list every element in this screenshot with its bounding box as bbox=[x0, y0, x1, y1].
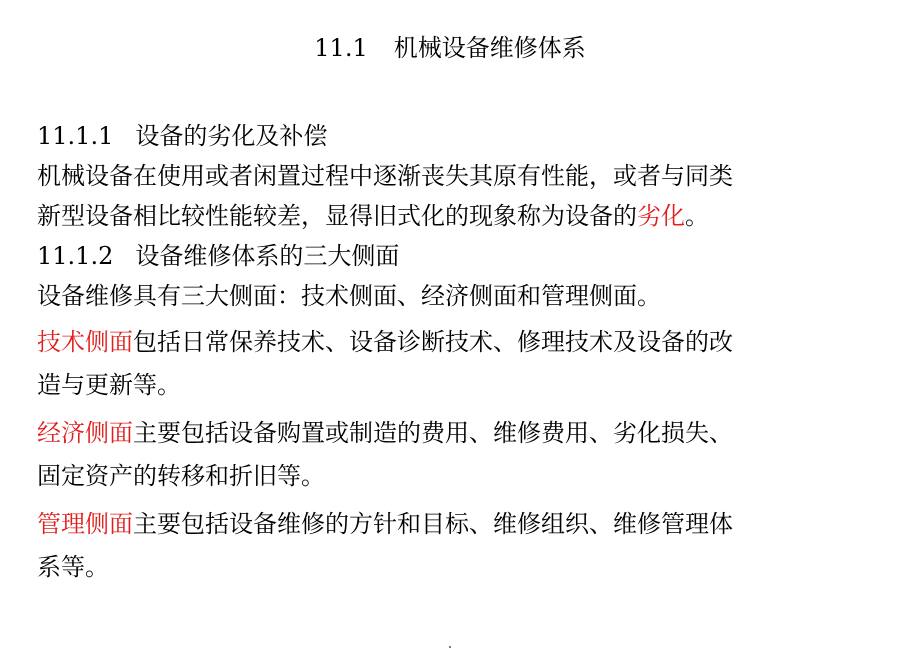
aspect-term-economic: 经济侧面 bbox=[37, 419, 133, 447]
section-heading-1 bbox=[37, 116, 857, 156]
aspects-intro-text: 设备维修具有三大侧面：技术侧面、经济侧面和管理侧面。 bbox=[37, 282, 661, 310]
section-heading-2 bbox=[37, 236, 857, 276]
aspect-text-management-1: 主要包括设备维修的方针和目标、维修组织、维修管理体 bbox=[133, 510, 733, 538]
aspect-paragraph-technical bbox=[37, 321, 857, 407]
aspect-text-technical-1: 包括日常保养技术、设备诊断技术、修理技术及设备的改 bbox=[133, 328, 733, 356]
aspect-term-management: 管理侧面 bbox=[37, 510, 133, 538]
slide-title-text: 机械设备维修体系 bbox=[393, 34, 586, 62]
deterioration-term: 劣化 bbox=[637, 202, 685, 230]
aspect-text-economic-2: 固定资产的转移和折旧等。 bbox=[37, 462, 325, 490]
definition-text-2-end: 。 bbox=[685, 202, 709, 230]
footer-dot bbox=[449, 646, 451, 648]
section-number-2: 11.1.2 bbox=[37, 242, 114, 270]
definition-text-2: 新型设备相比较性能较差，显得旧式化的现象称为设备的 bbox=[37, 202, 637, 230]
aspect-paragraph-management bbox=[37, 503, 857, 589]
aspect-paragraph-economic bbox=[37, 412, 857, 498]
slide-title-number: 11.1 bbox=[314, 34, 368, 62]
slide-title bbox=[0, 28, 900, 68]
aspect-term-technical: 技术侧面 bbox=[37, 328, 133, 356]
aspect-text-technical-2: 造与更新等。 bbox=[37, 371, 181, 399]
definition-line-2 bbox=[37, 196, 857, 236]
slide-content bbox=[37, 116, 857, 589]
definition-line-1 bbox=[37, 156, 857, 196]
aspects-intro-line bbox=[37, 276, 857, 316]
section-heading-text-1: 设备的劣化及补偿 bbox=[135, 122, 328, 150]
definition-text-1: 机械设备在使用或者闲置过程中逐渐丧失其原有性能，或者与同类 bbox=[37, 162, 733, 190]
aspect-text-management-2: 系等。 bbox=[37, 553, 109, 581]
section-number-1: 11.1.1 bbox=[37, 122, 114, 150]
section-heading-text-2: 设备维修体系的三大侧面 bbox=[135, 242, 400, 270]
aspect-text-economic-1: 主要包括设备购置或制造的费用、维修费用、劣化损失、 bbox=[133, 419, 733, 447]
